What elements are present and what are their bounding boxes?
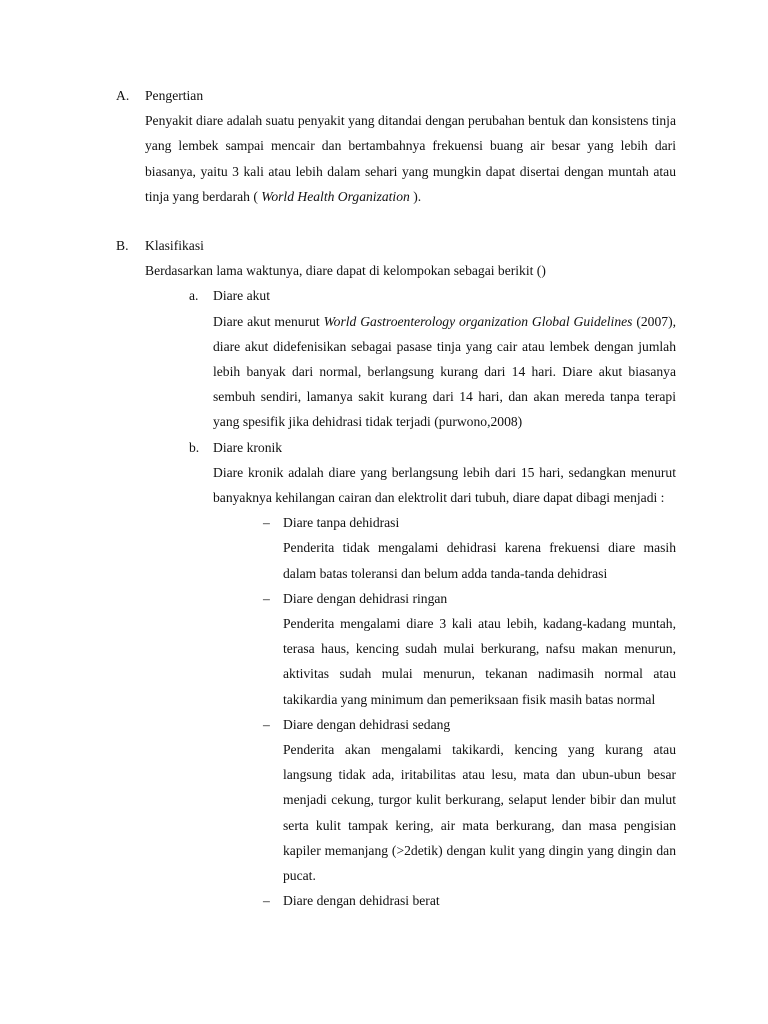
section-title: Klasifikasi bbox=[145, 238, 204, 253]
list-item-desc: Penderita tidak mengalami dehidrasi karena frekuensi diare masih dalam batas toleransi dan belum adda tanda-tanda dehidrasi bbox=[283, 540, 676, 581]
paragraph bbox=[213, 309, 676, 435]
paragraph-text: Diare akut menurut bbox=[213, 313, 324, 329]
paragraph-italic: World Gastroenterology organization Global Guidelines bbox=[323, 313, 633, 329]
list-item-title: Diare dengan dehidrasi sedang bbox=[283, 716, 451, 732]
list-item-title: Diare dengan dehidrasi ringan bbox=[283, 590, 448, 606]
list-item bbox=[213, 888, 676, 913]
paragraph-text-end: ). bbox=[409, 188, 422, 204]
subsection-diare-akut bbox=[145, 283, 676, 434]
section-klasifikasi bbox=[116, 233, 676, 913]
list-item bbox=[213, 712, 676, 888]
section-pengertian bbox=[116, 83, 676, 209]
list-item-title: Diare dengan dehidrasi berat bbox=[283, 893, 440, 909]
paragraph-italic: World Health Organization bbox=[261, 188, 410, 204]
list-item-desc: Penderita akan mengalami takikardi, kencing yang kurang atau langsung tidak ada, iritabilitas atau lesu, mata dan ubun-ubun besar menjadi cekung, turgor kulit berkurang, selaput lender bibir dan mulut serta kulit tampak kering, air mata berkurang, dan masa pengisian kapiler memanjang (>2detik) dengan kulit yang dingin yang dingin dan pucat. bbox=[283, 742, 676, 884]
paragraph-text-end: (2007), diare akut didefenisikan sebagai pasase tinja yang cair atau lembek dengan jumlah lebih banyak dari normal, berlangsung kurang dari 14 hari. Diare akut biasanya sembuh sendiri, lamanya sakit kurang dari 14 hari, dan akan mereda tanpa terapi yang spesifik jika dehidrasi tidak terjadi (purwono,2008) bbox=[213, 313, 676, 430]
paragraph bbox=[145, 108, 676, 209]
list-item-title: Diare tanpa dehidrasi bbox=[283, 515, 400, 531]
dash-marker: – bbox=[263, 716, 270, 732]
section-title: Pengertian bbox=[145, 88, 204, 103]
section-marker: B. bbox=[116, 238, 129, 253]
dash-marker: – bbox=[263, 893, 270, 909]
subsection-title: Diare kronik bbox=[213, 439, 283, 455]
paragraph: Diare kronik adalah diare yang berlangsung lebih dari 15 hari, sedangkan menurut banyaknya kehilangan cairan dan elektrolit dari tubuh, diare dapat dibagi menjadi : bbox=[213, 464, 676, 506]
subsection-marker: b. bbox=[189, 439, 200, 455]
dash-marker: – bbox=[263, 590, 270, 606]
subsection-marker: a. bbox=[189, 288, 199, 304]
subsection-diare-kronik bbox=[145, 435, 676, 914]
section-heading bbox=[116, 233, 676, 913]
section-heading bbox=[116, 83, 676, 209]
subsection-title: Diare akut bbox=[213, 288, 270, 304]
list-item bbox=[213, 510, 676, 586]
section-intro: Berdasarkan lama waktunya, diare dapat di kelompokan sebagai berikit () bbox=[145, 263, 546, 279]
paragraph-text: Penyakit diare adalah suatu penyakit yang ditandai dengan perubahan bentuk dan konsistens tinja yang lembek sampai mencair dan bertambahnya frekuensi buang air besar yang lebih dari biasanya, yaitu 3 kali atau lebih dalam sehari yang mungkin dapat disertai dengan muntah atau tinja yang berdarah ( bbox=[145, 113, 676, 204]
list-item-desc: Penderita mengalami diare 3 kali atau lebih, kadang-kadang muntah, terasa haus, kencing sudah mulai berkurang, nafsu makan menurun, aktivitas sudah mulai menurun, tekanan nadimasih normal atau takikardia yang minimum dan pemeriksaan fisik masih batas normal bbox=[283, 616, 676, 707]
dash-marker: – bbox=[263, 515, 270, 531]
list-item bbox=[213, 586, 676, 712]
section-marker: A. bbox=[116, 88, 130, 103]
